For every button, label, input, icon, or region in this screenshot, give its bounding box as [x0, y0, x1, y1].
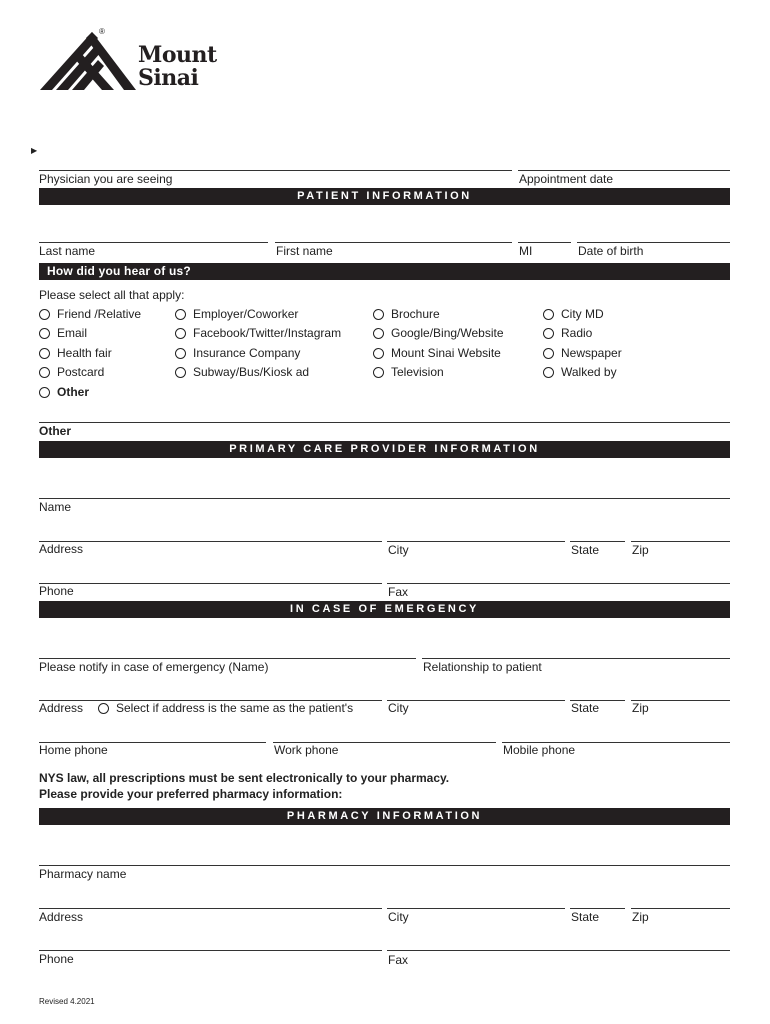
option-email[interactable] — [39, 326, 87, 340]
appointment-date-label: Appointment date — [519, 172, 614, 186]
option-label: Subway/Bus/Kiosk ad — [193, 365, 310, 379]
pcp-city-label: City — [388, 543, 409, 557]
pcp-state-label: State — [571, 543, 600, 557]
pcp-zip-field[interactable] — [631, 541, 730, 542]
pcp-fax-field[interactable] — [387, 583, 730, 584]
pharmacy-zip-label: Zip — [632, 910, 649, 924]
option-subway-bus-kiosk[interactable] — [175, 365, 309, 379]
pharmacy-information-bar: PHARMACY INFORMATION — [39, 808, 730, 825]
registered-mark: ® — [99, 27, 105, 36]
radio-icon — [175, 367, 186, 378]
pcp-name-label: Name — [39, 500, 72, 514]
mi-field[interactable] — [518, 242, 571, 243]
pharmacy-city-field[interactable] — [387, 908, 565, 909]
option-health-fair[interactable] — [39, 346, 112, 360]
patient-information-bar: PATIENT INFORMATION — [39, 188, 730, 205]
appointment-date-field[interactable] — [518, 170, 730, 171]
pharmacy-zip-field[interactable] — [631, 908, 730, 909]
option-label: Newspaper — [561, 346, 622, 360]
pharmacy-state-field[interactable] — [570, 908, 625, 909]
option-radio[interactable] — [543, 326, 592, 340]
radio-icon — [39, 348, 50, 359]
last-name-field[interactable] — [39, 242, 268, 243]
pharmacy-fax-field[interactable] — [387, 950, 730, 951]
pharmacy-fax-label: Fax — [388, 953, 409, 967]
option-mount-sinai-website[interactable] — [373, 346, 501, 360]
mobile-phone-label: Mobile phone — [503, 743, 576, 757]
pcp-zip-label: Zip — [632, 543, 649, 557]
pcp-fax-label: Fax — [388, 585, 409, 599]
nys-note-line1: NYS law, all prescriptions must be sent electronically to your pharmacy. — [39, 771, 450, 785]
logo-text-mount: Mount — [138, 42, 217, 68]
revised-date: Revised 4.2021 — [39, 997, 95, 1006]
select-all-prompt: Please select all that apply: — [39, 288, 185, 302]
emergency-address-label: Address — [39, 701, 84, 715]
option-label: City MD — [561, 307, 604, 321]
option-label: Mount Sinai Website — [391, 346, 501, 360]
emergency-name-label: Please notify in case of emergency (Name) — [39, 660, 269, 674]
radio-icon — [175, 328, 186, 339]
emergency-state-label: State — [571, 701, 600, 715]
relationship-field[interactable] — [422, 658, 730, 659]
dob-field[interactable] — [577, 242, 730, 243]
option-label: Radio — [561, 326, 593, 340]
emergency-name-field[interactable] — [39, 658, 416, 659]
radio-icon — [175, 309, 186, 320]
physician-field[interactable] — [39, 170, 512, 171]
option-label: Facebook/Twitter/Instagram — [193, 326, 342, 340]
primary-care-provider-bar: PRIMARY CARE PROVIDER INFORMATION — [39, 441, 730, 458]
option-google-bing-website[interactable] — [373, 326, 504, 340]
other-label: Other — [39, 424, 72, 438]
option-label: Brochure — [391, 307, 440, 321]
emergency-city-label: City — [388, 701, 409, 715]
first-name-label: First name — [276, 244, 333, 258]
pcp-city-field[interactable] — [387, 541, 565, 542]
radio-icon — [543, 328, 554, 339]
emergency-bar: IN CASE OF EMERGENCY — [39, 601, 730, 618]
mount-sinai-logo-icon — [40, 28, 136, 92]
option-label: Email — [57, 326, 88, 340]
pcp-address-field[interactable] — [39, 541, 382, 542]
work-phone-label: Work phone — [274, 743, 339, 757]
physician-label: Physician you are seeing — [39, 172, 173, 186]
pharmacy-name-field[interactable] — [39, 865, 730, 866]
option-label: Friend /Relative — [57, 307, 142, 321]
option-television[interactable] — [373, 365, 444, 379]
radio-icon — [543, 367, 554, 378]
pcp-phone-field[interactable] — [39, 583, 382, 584]
radio-icon — [98, 703, 109, 714]
logo-text-sinai: Sinai — [138, 65, 199, 91]
nys-note-line2: Please provide your preferred pharmacy information: — [39, 787, 343, 801]
emergency-city-field[interactable] — [387, 700, 565, 701]
pcp-phone-label: Phone — [39, 584, 74, 598]
pharmacy-address-field[interactable] — [39, 908, 382, 909]
pharmacy-phone-label: Phone — [39, 952, 74, 966]
last-name-label: Last name — [39, 244, 96, 258]
radio-icon — [39, 387, 50, 398]
option-label: Insurance Company — [193, 346, 301, 360]
first-name-field[interactable] — [275, 242, 512, 243]
option-label: Health fair — [57, 346, 112, 360]
how-did-you-hear-bar: How did you hear of us? — [39, 263, 730, 280]
radio-icon — [39, 367, 50, 378]
option-brochure[interactable] — [373, 307, 440, 321]
pharmacy-phone-field[interactable] — [39, 950, 382, 951]
radio-icon — [373, 367, 384, 378]
pharmacy-address-label: Address — [39, 910, 84, 924]
pcp-state-field[interactable] — [570, 541, 625, 542]
radio-icon — [373, 309, 384, 320]
option-postcard[interactable] — [39, 365, 104, 379]
relationship-label: Relationship to patient — [423, 660, 542, 674]
radio-icon — [543, 309, 554, 320]
same-address-label: Select if address is the same as the patient's — [116, 701, 354, 715]
radio-icon — [175, 348, 186, 359]
radio-icon — [373, 328, 384, 339]
option-label: Television — [391, 365, 444, 379]
emergency-zip-label: Zip — [632, 701, 649, 715]
pharmacy-name-label: Pharmacy name — [39, 867, 127, 881]
other-field[interactable] — [39, 422, 730, 423]
option-insurance-company[interactable] — [175, 346, 300, 360]
same-address-option[interactable] — [98, 701, 353, 715]
option-label: Other — [57, 385, 90, 399]
option-friend-relative[interactable] — [39, 307, 141, 321]
option-label: Walked by — [561, 365, 617, 379]
radio-icon — [373, 348, 384, 359]
option-other[interactable] — [39, 385, 89, 399]
radio-icon — [39, 309, 50, 320]
option-label: Postcard — [57, 365, 105, 379]
pharmacy-state-label: State — [571, 910, 600, 924]
option-newspaper[interactable] — [543, 346, 622, 360]
pcp-address-label: Address — [39, 542, 84, 556]
mi-label: MI — [519, 244, 533, 258]
radio-icon — [543, 348, 554, 359]
radio-icon — [39, 328, 50, 339]
dob-label: Date of birth — [578, 244, 644, 258]
option-walked-by[interactable] — [543, 365, 617, 379]
option-social-media[interactable] — [175, 326, 341, 340]
option-city-md[interactable] — [543, 307, 604, 321]
option-label: Google/Bing/Website — [391, 326, 504, 340]
arrow-marker-icon: ▶ — [31, 146, 38, 155]
home-phone-label: Home phone — [39, 743, 108, 757]
option-employer-coworker[interactable] — [175, 307, 298, 321]
pharmacy-city-label: City — [388, 910, 409, 924]
option-label: Employer/Coworker — [193, 307, 299, 321]
pcp-name-field[interactable] — [39, 498, 730, 499]
